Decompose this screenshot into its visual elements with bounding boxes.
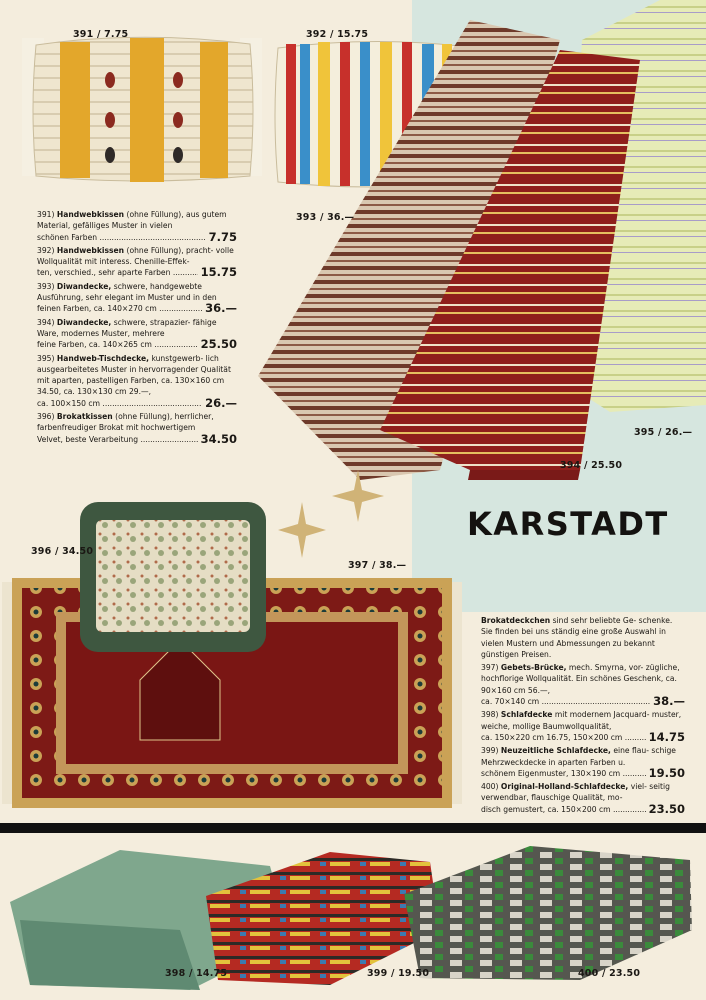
desc-391 — [37, 209, 237, 243]
desc-text: mech. Smyrna, vor- zügliche, hochflorige Wollqualität. Ein schönes Geschenk, ca. 90×160 cm 56.—, — [481, 663, 680, 695]
desc-num: 397) — [481, 663, 499, 673]
desc-396 — [37, 411, 237, 445]
desc-name: Brokatdeckchen — [481, 616, 551, 625]
desc-last-line: ten, verschied., sehr aparte Farben ..... — [37, 267, 198, 278]
desc-num: 391) — [37, 210, 55, 219]
desc-name: Schlafdecke — [500, 710, 553, 720]
price-label-397: 397 / 38.— — [348, 560, 407, 571]
desc-price: 25.50 — [200, 337, 237, 352]
desc-text: (ohne Füllung), herrlicher, farbenfreudiger Brokat mit hochwertigem — [37, 412, 214, 433]
desc-394 — [37, 317, 237, 351]
desc-text: schwere, handgewebte Ausführung, sehr elegant im Muster und in den — [37, 281, 217, 303]
desc-name: Handweb-Tischdecke, — [56, 353, 150, 363]
price-label-398: 398 / 14.75 — [165, 968, 228, 979]
desc-name: Gebets-Brücke, — [500, 663, 567, 673]
desc-395 — [37, 353, 237, 409]
desc-last-line: ca. 100×150 cm ..... — [37, 398, 202, 409]
desc-name: Diwandecke, — [56, 317, 112, 327]
desc-name: Original-Holland-Schlafdecke, — [500, 782, 629, 792]
desc-price: 19.50 — [648, 765, 685, 780]
desc-price: 38.— — [653, 694, 685, 709]
desc-price: 26.— — [205, 395, 237, 410]
desc-last-line: feine Farben, ca. 140×265 cm ..... — [37, 339, 198, 350]
desc-text: eine flau- schige Mehrzweckdecke in aparten Farben u. — [481, 746, 676, 767]
desc-text: mit modernem Jacquard- muster, weiche, mollige Baumwollqualität, — [481, 710, 682, 731]
desc-last-line: schönen Farben ..... — [37, 232, 206, 243]
desc-price: 7.75 — [208, 229, 237, 244]
desc-text: (ohne Füllung), aus gutem Material, gefälliges Muster in vielen — [37, 210, 227, 231]
desc-last-line: ca. 150×220 cm 16.75, 150×200 cm ..... — [481, 732, 646, 743]
desc-name: Neuzeitliche Schlafdecke, — [500, 746, 611, 756]
left-descriptions — [37, 209, 237, 447]
desc-399 — [481, 745, 685, 779]
desc-num: 396) — [37, 412, 55, 422]
desc-intro — [481, 615, 685, 660]
desc-name: Diwandecke, — [56, 281, 112, 291]
desc-num: 395) — [37, 353, 55, 363]
price-label-391: 391 / 7.75 — [73, 29, 129, 40]
brocade-pillow-396-image — [80, 502, 266, 652]
desc-num: 394) — [37, 317, 55, 327]
desc-393 — [37, 281, 237, 315]
desc-num: 399) — [481, 746, 499, 756]
star-decoration — [278, 470, 384, 558]
desc-397 — [481, 662, 685, 707]
desc-text: viel- seitig verwendbar, flauschige Qualität, mo- — [481, 782, 670, 803]
desc-num: 398) — [481, 710, 499, 720]
desc-last-line: Velvet, beste Verarbeitung ..... — [37, 434, 198, 445]
desc-name: Handwebkissen — [56, 245, 125, 255]
desc-last-line: disch gemustert, ca. 150×200 cm ..... — [481, 804, 646, 815]
price-label-399: 399 / 19.50 — [367, 968, 430, 979]
desc-398 — [481, 709, 685, 743]
right-descriptions — [481, 615, 685, 817]
desc-num: 393) — [37, 281, 55, 291]
desc-text: (ohne Füllung), pracht- volle Wollqualität mit interess. Chenille-Effek- — [37, 245, 234, 267]
price-label-393: 393 / 36.— — [296, 212, 355, 223]
desc-price: 23.50 — [648, 801, 685, 816]
divider-bar — [0, 823, 706, 833]
desc-text: kunstgewerb- lich ausgearbeitetes Muster in hervorragender Qualität mit aparten, pastelligen Farben, ca. 130×160 cm 34.50, ca. 130×130 cm 29.—, — [37, 353, 231, 397]
price-label-394: 394 / 25.50 — [560, 460, 623, 471]
desc-last-line: schönem Eigenmuster, 130×190 cm ..... — [481, 768, 646, 779]
desc-last-line: feinen Farben, ca. 140×270 cm ..... — [37, 303, 202, 314]
desc-400 — [481, 781, 685, 815]
desc-price: 34.50 — [200, 431, 237, 446]
desc-text: sind sehr beliebte Ge- schenke. Sie finden bei uns ständig eine große Auswahl in vielen Mustern und Abmessungen zu bekannt günstigen Preisen. — [481, 616, 673, 659]
desc-last-line: ca. 70×140 cm ..... — [481, 696, 650, 707]
price-label-396: 396 / 34.50 — [31, 546, 94, 557]
desc-price: 36.— — [205, 301, 237, 316]
desc-392 — [37, 245, 237, 279]
price-label-400: 400 / 23.50 — [578, 968, 641, 979]
desc-price: 15.75 — [200, 265, 237, 280]
desc-num: 392) — [37, 245, 55, 255]
price-label-395: 395 / 26.— — [634, 427, 693, 438]
price-label-392: 392 / 15.75 — [306, 29, 369, 40]
desc-price: 14.75 — [648, 729, 685, 744]
desc-num: 400) — [481, 782, 499, 792]
pillow-391-image — [22, 37, 262, 182]
brand-logo: KARSTADT — [467, 505, 669, 543]
desc-text: schwere, strapazier- fähige Ware, modernes Muster, mehrere — [37, 317, 217, 338]
desc-name: Brokatkissen — [56, 412, 113, 422]
blanket-400-image — [404, 846, 692, 980]
desc-name: Handwebkissen — [56, 210, 125, 219]
